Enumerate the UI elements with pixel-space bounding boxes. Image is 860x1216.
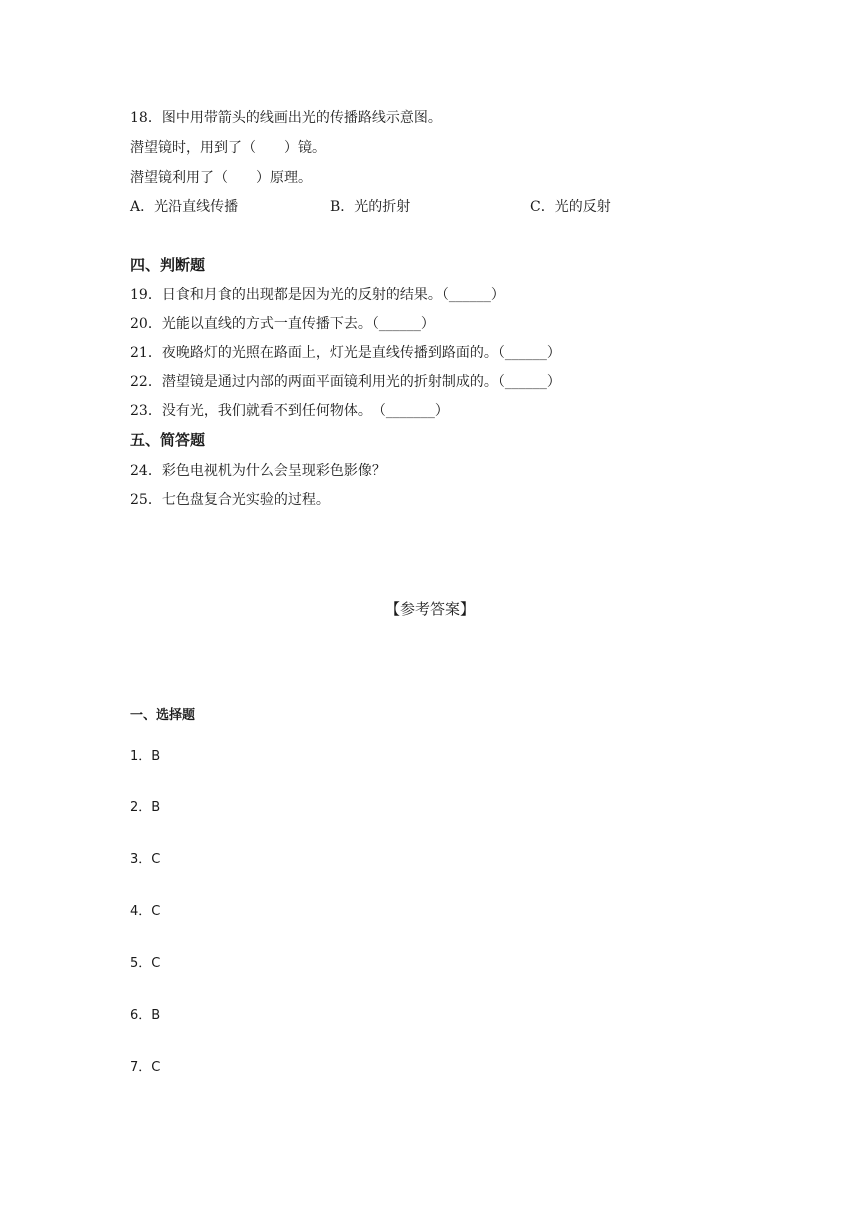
answer-2: 2．B [130, 800, 161, 815]
answers-title: 【参考答案】 [384, 600, 475, 618]
option-a: A．光沿直线传播 [130, 199, 239, 215]
question-18-line-3: 潜望镜利用了（ ）原理。 [130, 170, 312, 186]
question-19: 19．日食和月食的出现都是因为光的反射的结果。（______） [130, 287, 505, 303]
option-b: B．光的折射 [330, 199, 411, 215]
question-18-line-2: 潜望镜时，用到了（ ）镜。 [130, 140, 326, 156]
section-4-heading: 四、判断题 [130, 256, 206, 274]
section-5-heading: 五、简答题 [130, 431, 206, 449]
answer-4: 4．C [130, 904, 161, 919]
question-23: 23．没有光，我们就看不到任何物体。 （_______） [130, 403, 449, 419]
question-20: 20．光能以直线的方式一直传播下去。（______） [130, 316, 435, 332]
answer-6: 6．B [130, 1008, 161, 1023]
question-18-stem: 18．图中用带箭头的线画出光的传播路线示意图。 [130, 110, 442, 126]
question-22: 22．潜望镜是通过内部的两面平面镜利用光的折射制成的。（______） [130, 374, 561, 390]
answer-5: 5．C [130, 956, 161, 971]
option-c: C．光的反射 [530, 199, 611, 215]
question-21: 21．夜晚路灯的光照在路面上，灯光是直线传播到路面的。（______） [130, 345, 561, 361]
question-24: 24．彩色电视机为什么会呈现彩色影像？ [130, 463, 386, 479]
answer-1: 1．B [130, 749, 161, 764]
answer-3: 3．C [130, 852, 161, 867]
answers-section-1-heading: 一、选择题 [130, 708, 196, 723]
question-25: 25．七色盘复合光实验的过程。 [130, 492, 330, 508]
answer-7: 7．C [130, 1060, 161, 1075]
